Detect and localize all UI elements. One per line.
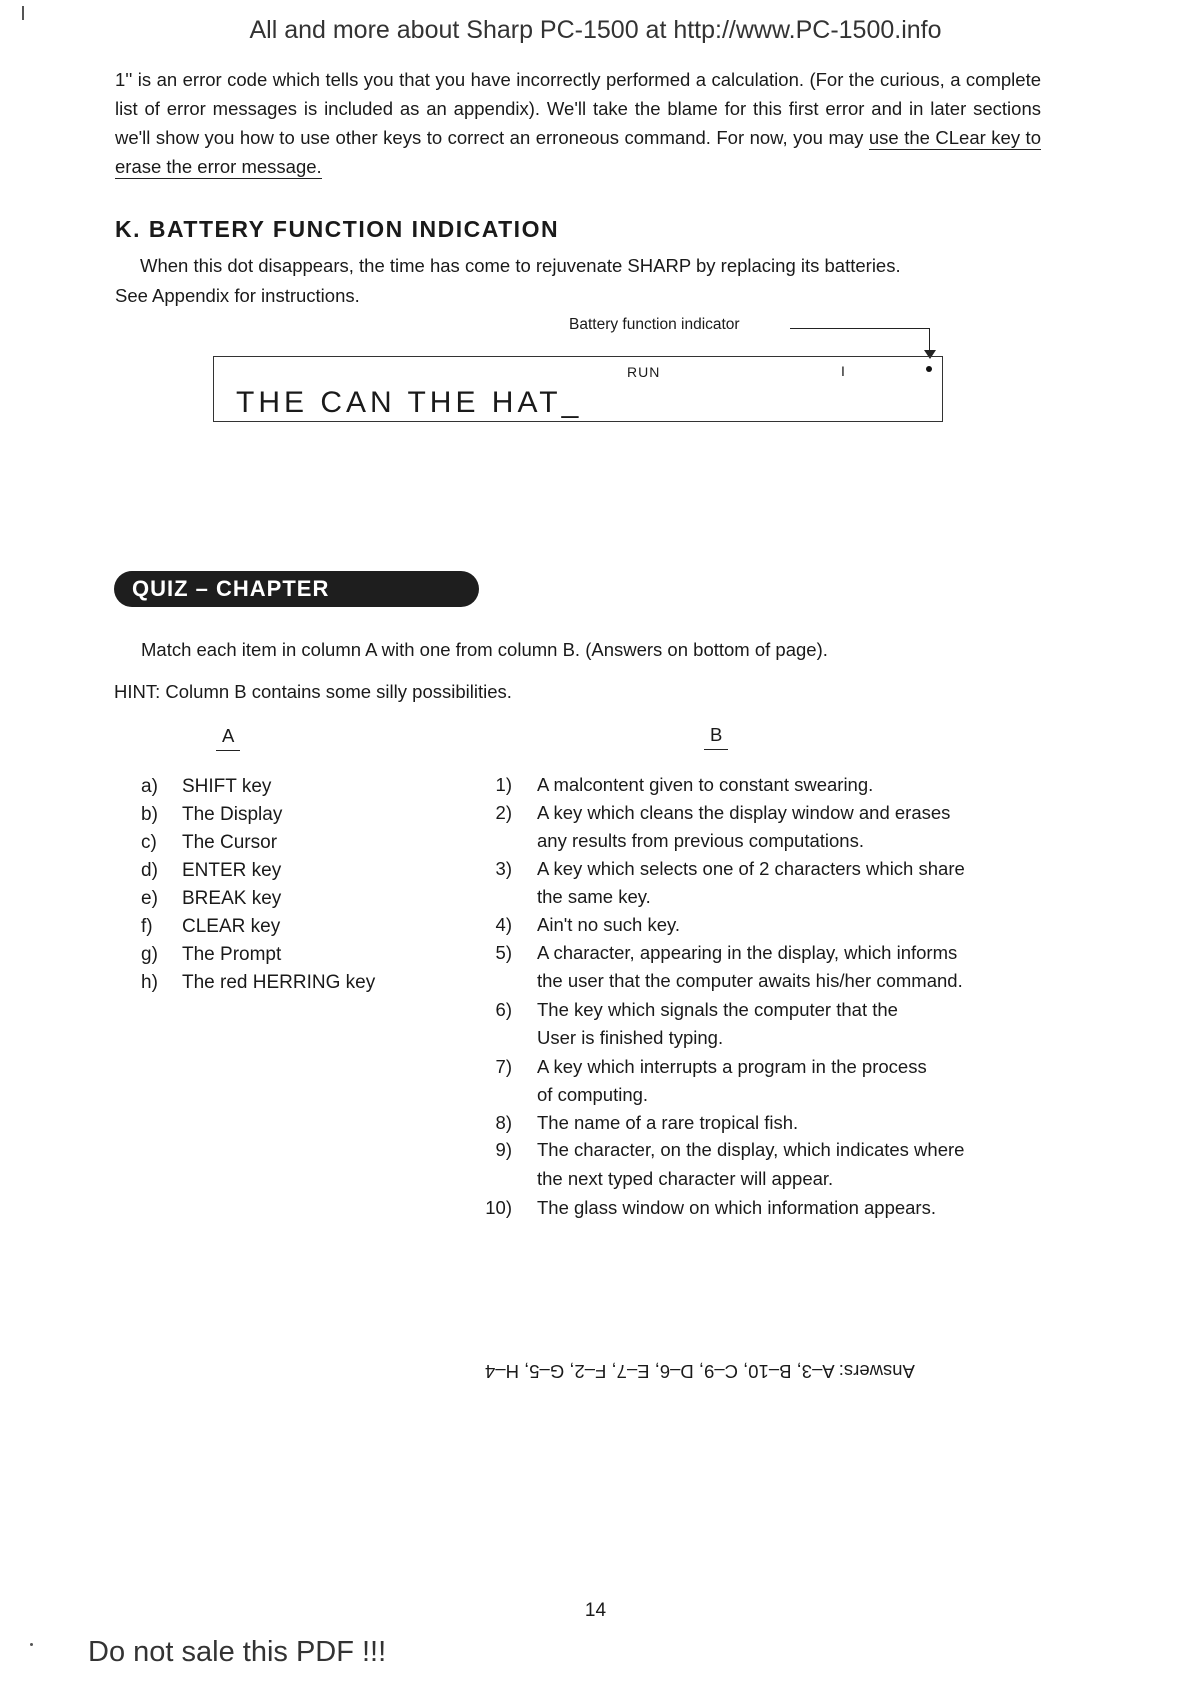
item-text: CLEAR key	[182, 916, 281, 937]
item-text: The Cursor	[182, 832, 278, 853]
page-number: 14	[584, 1600, 607, 1621]
intro-underlined-text: use the CLear key to erase the error message.	[115, 127, 1041, 177]
column-b-number: 9)	[495, 1139, 512, 1160]
column-b-text: A key which interrupts a program in the process	[537, 1056, 927, 1077]
item-letter: c)	[141, 832, 157, 853]
quiz-banner: QUIZ – CHAPTER	[114, 571, 479, 607]
display-text: THE CAN THE HAT_	[236, 386, 583, 419]
column-b-text: User is finished typing.	[537, 1027, 724, 1048]
display-mode-label: RUN	[627, 364, 661, 380]
intro-text: 1'' is an error code which tells you that you have incorrectly performed a calculation. (For the curious, a complete list of error messages is included as an appendix). We'll take the blame for this first error and in later sections we'll show you how to use other keys to correct an erroneous command. For now, you may	[115, 69, 1041, 148]
item-text: The Display	[182, 804, 283, 825]
column-b-number: 5)	[495, 942, 512, 963]
battery-text-line-1: When this dot disappears, the time has come to rejuvenate SHARP by replacing its batteries.	[140, 255, 901, 276]
item-text: The red HERRING key	[182, 972, 376, 993]
item-letter: e)	[141, 888, 158, 909]
column-b-text: A malcontent given to constant swearing.	[537, 774, 874, 795]
section-heading: K. BATTERY FUNCTION INDICATION	[115, 216, 560, 242]
column-b-text: The character, on the display, which indicates where	[537, 1139, 965, 1160]
column-b-text: the user that the computer awaits his/her command.	[537, 970, 963, 991]
column-b-text: The glass window on which information appears.	[537, 1197, 936, 1218]
item-letter: b)	[141, 804, 158, 825]
intro-paragraph	[115, 65, 1041, 181]
column-b-text: The name of a rare tropical fish.	[537, 1112, 799, 1133]
item-letter: h)	[141, 972, 158, 993]
item-text: BREAK key	[182, 888, 282, 909]
column-b-number: 6)	[495, 999, 512, 1020]
column-a-item	[141, 944, 281, 966]
item-letter: g)	[141, 944, 158, 965]
column-a-item	[141, 888, 281, 910]
column-a-item	[141, 804, 282, 826]
quiz-hint: HINT: Column B contains some silly possibilities.	[114, 681, 512, 702]
column-b-text: The key which signals the computer that the	[537, 999, 898, 1020]
battery-dot-icon	[926, 366, 932, 372]
item-letter: a)	[141, 776, 158, 797]
column-b-text: A character, appearing in the display, which informs	[537, 942, 958, 963]
column-b-number: 10)	[485, 1197, 512, 1218]
column-a-item	[141, 776, 271, 798]
source-header: All and more about Sharp PC-1500 at http://www.PC-1500.info	[249, 16, 942, 44]
column-b-text: the next typed character will appear.	[537, 1168, 834, 1189]
item-letter: f)	[141, 916, 153, 937]
item-text: The Prompt	[182, 944, 282, 965]
column-a-item	[141, 832, 277, 854]
item-letter: d)	[141, 860, 158, 881]
column-a-item	[141, 972, 375, 994]
display-tick-mark: I	[841, 363, 845, 379]
column-b-number: 1)	[495, 774, 512, 795]
column-b-text: Ain't no such key.	[537, 914, 681, 935]
item-text: ENTER key	[182, 860, 282, 881]
indicator-leader-line	[790, 328, 930, 329]
column-b-text: A key which cleans the display window and erases	[537, 802, 951, 823]
column-a-item	[141, 916, 280, 938]
scan-mark	[22, 6, 24, 20]
column-a-item	[141, 860, 281, 882]
column-b-text: any results from previous computations.	[537, 830, 864, 851]
upside-down-answers: Answers: A–3, B–10, C–9, D–6, E–7, F–2, G–5, H–4	[485, 1361, 915, 1382]
column-b-header: B	[704, 724, 728, 750]
column-b-number: 3)	[495, 858, 512, 879]
column-b-number: 4)	[495, 914, 512, 935]
footer-note: Do not sale this PDF !!!	[88, 1636, 387, 1668]
column-b-text: A key which selects one of 2 characters which share	[537, 858, 965, 879]
column-b-number: 8)	[495, 1112, 512, 1133]
scan-speck	[30, 1643, 33, 1646]
battery-indicator-label: Battery function indicator	[569, 316, 740, 333]
item-text: SHIFT key	[182, 776, 272, 797]
column-b-number: 2)	[495, 802, 512, 823]
column-b-number: 7)	[495, 1056, 512, 1077]
quiz-instruction: Match each item in column A with one from column B. (Answers on bottom of page).	[141, 639, 828, 660]
column-a-header: A	[216, 725, 240, 751]
battery-text-line-2: See Appendix for instructions.	[115, 285, 360, 306]
column-b-text: the same key.	[537, 886, 651, 907]
column-b-text: of computing.	[537, 1084, 649, 1105]
